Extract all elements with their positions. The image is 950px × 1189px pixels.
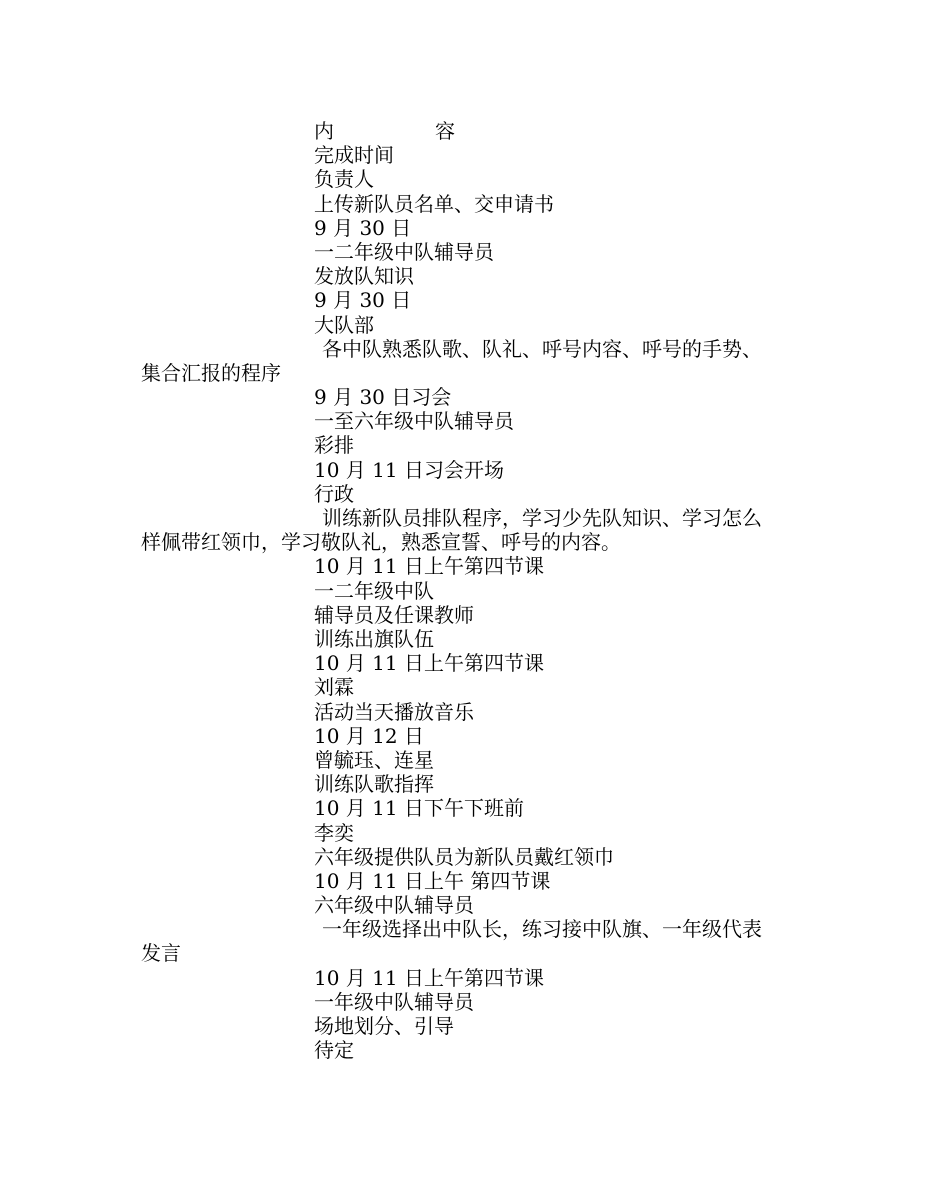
text-line: 发放队知识 bbox=[314, 264, 414, 289]
text-line: 10 月 11 日上午第四节课 bbox=[314, 554, 544, 579]
paragraph-first-line: 各中队熟悉队歌、队礼、呼号内容、呼号的手势、 bbox=[322, 336, 762, 361]
text-line: 大队部 bbox=[314, 312, 374, 337]
text-line: 10 月 11 日上午 第四节课 bbox=[314, 868, 551, 893]
text-line: 行政 bbox=[314, 481, 354, 506]
text-line: 10 月 12 日 bbox=[314, 723, 424, 748]
text-line: 完成时间 bbox=[314, 143, 394, 168]
paragraph-first-line: 训练新队员排队程序，学习少先队知识、学习怎么 bbox=[322, 506, 762, 531]
text-line: 辅导员及任课教师 bbox=[314, 602, 474, 627]
text-line: 一二年级中队 bbox=[314, 578, 434, 603]
paragraph-first-line: 一年级选择出中队长，练习接中队旗、一年级代表 bbox=[322, 917, 762, 942]
text-line: 刘霖 bbox=[314, 675, 354, 700]
text-line: 一至六年级中队辅导员 bbox=[314, 409, 514, 434]
paragraph-continuation: 集合汇报的程序 bbox=[141, 360, 281, 385]
text-line: 训练队歌指挥 bbox=[314, 772, 434, 797]
text-line: 10 月 11 日上午第四节课 bbox=[314, 651, 544, 676]
text-line: 六年级中队辅导员 bbox=[314, 893, 474, 918]
paragraph bbox=[0, 917, 950, 965]
header-content-left: 内 bbox=[314, 119, 334, 143]
text-line: 10 月 11 日下午下班前 bbox=[314, 796, 524, 821]
text-line: 一二年级中队辅导员 bbox=[314, 239, 494, 264]
text-line: 9 月 30 日 bbox=[314, 215, 412, 240]
text-line: 一年级中队辅导员 bbox=[314, 989, 474, 1014]
text-line: 场地划分、引导 bbox=[314, 1014, 454, 1039]
text-line: 训练出旗队伍 bbox=[314, 627, 434, 651]
paragraph-continuation: 样佩带红领巾，学习敬队礼，熟悉宣誓、呼号的内容。 bbox=[141, 530, 621, 555]
text-line: 李奕 bbox=[314, 820, 354, 845]
text-line: 活动当天播放音乐 bbox=[314, 699, 474, 724]
text-line: 9 月 30 日 bbox=[314, 288, 412, 313]
text-line: 待定 bbox=[314, 1038, 354, 1063]
paragraph bbox=[0, 506, 950, 554]
text-line: 9 月 30 日习会 bbox=[314, 385, 452, 410]
table-header bbox=[0, 119, 950, 143]
text-line: 10 月 11 日习会开场 bbox=[314, 457, 504, 482]
text-line: 负责人 bbox=[314, 167, 374, 192]
paragraph-continuation: 发言 bbox=[141, 941, 181, 966]
text-line: 上传新队员名单、交申请书 bbox=[314, 191, 554, 216]
header-content-right: 容 bbox=[435, 119, 455, 143]
document-body bbox=[0, 119, 950, 1062]
text-line: 彩排 bbox=[314, 433, 354, 458]
text-line: 曾毓珏、连星 bbox=[314, 747, 434, 772]
text-line: 六年级提供队员为新队员戴红领巾 bbox=[314, 844, 614, 869]
paragraph bbox=[0, 337, 950, 385]
text-line: 10 月 11 日上午第四节课 bbox=[314, 965, 544, 990]
